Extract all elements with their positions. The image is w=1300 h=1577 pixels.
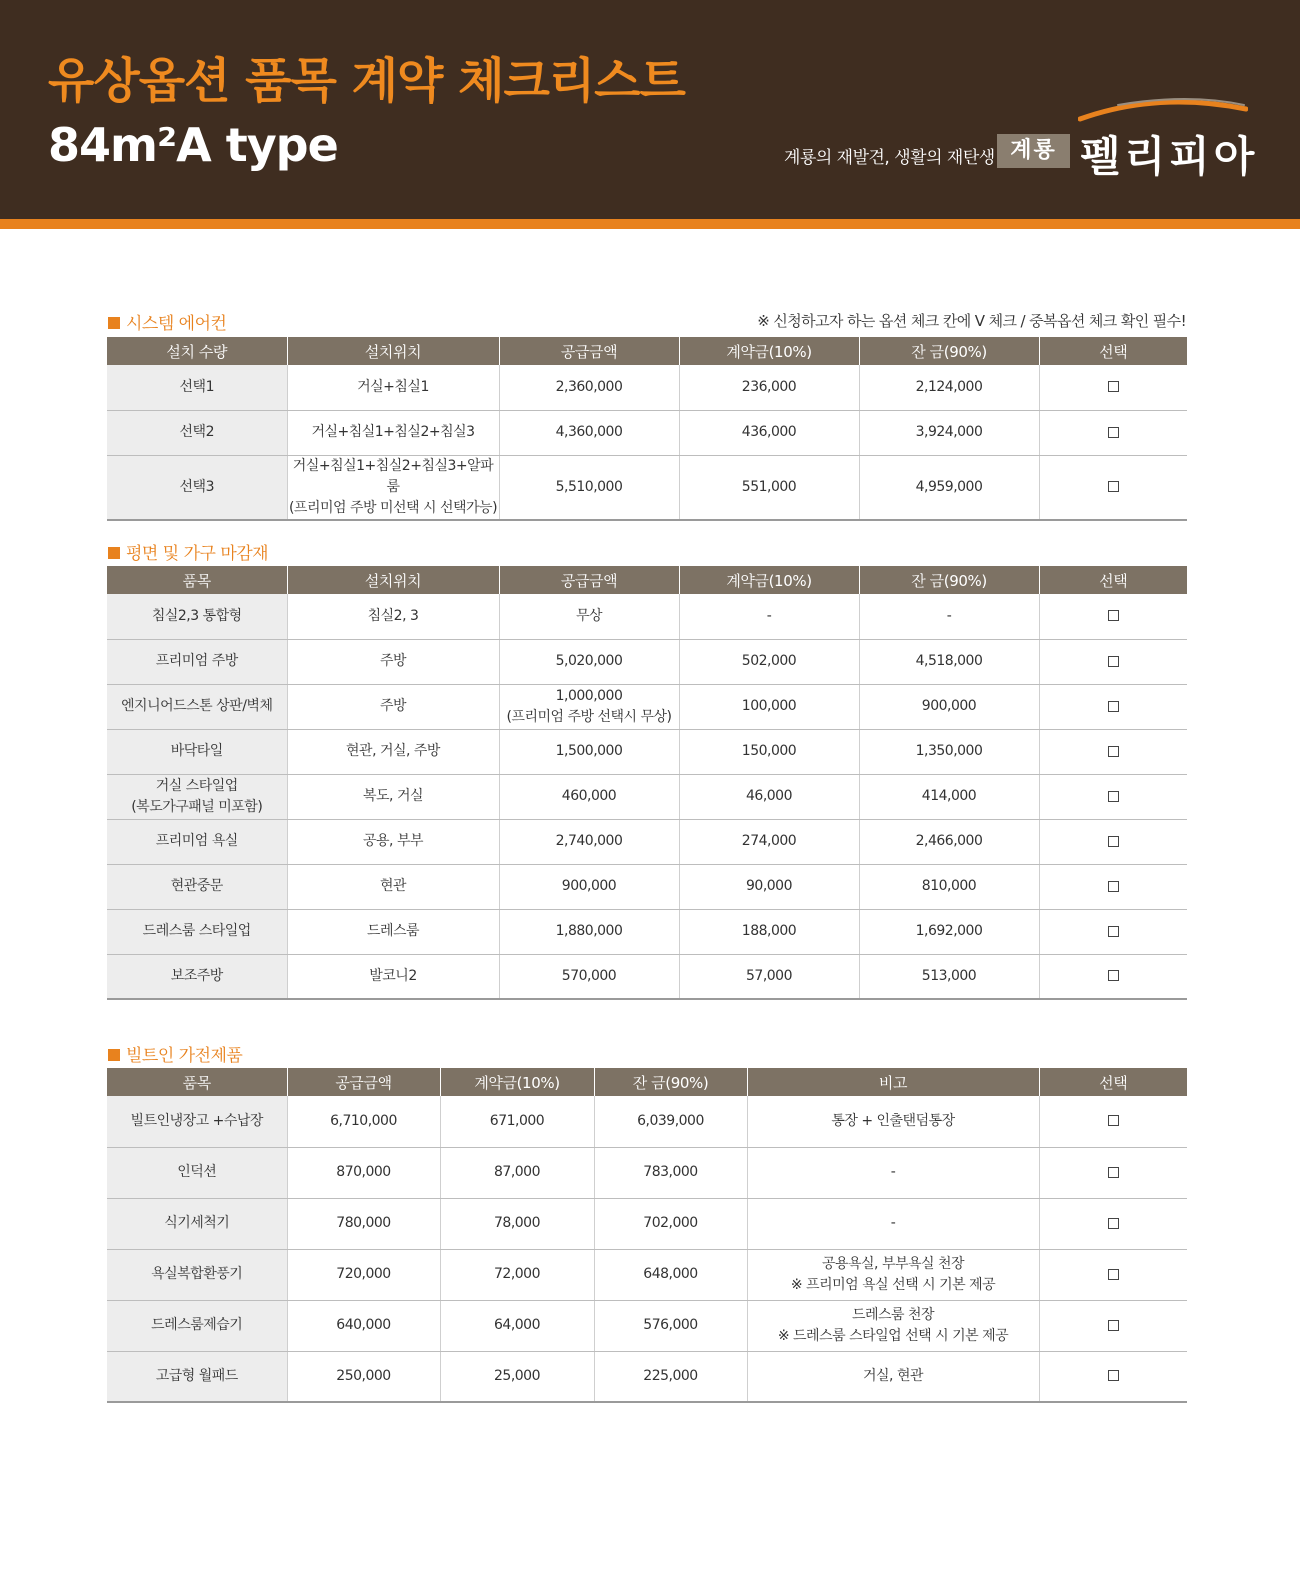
table-cell: 고급형 월패드	[107, 1351, 287, 1402]
aircon-table	[107, 337, 1187, 521]
select-cell	[1039, 1147, 1187, 1198]
table-cell: 1,350,000	[859, 729, 1039, 774]
column-header: 공급금액	[287, 1068, 440, 1096]
table-cell: 5,510,000	[499, 455, 679, 520]
table-cell: 87,000	[440, 1147, 594, 1198]
table-cell: 25,000	[440, 1351, 594, 1402]
table-cell: 780,000	[287, 1198, 440, 1249]
option-checkbox[interactable]	[1108, 1320, 1119, 1331]
table-cell: 64,000	[440, 1300, 594, 1351]
table-row	[107, 684, 1187, 729]
table-cell: 4,959,000	[859, 455, 1039, 520]
table-cell: 100,000	[679, 684, 859, 729]
table-cell: 거실+침실1	[287, 365, 499, 410]
section-title-appliances: 빌트인 가전제품	[108, 1041, 242, 1066]
table-cell: 드레스룸	[287, 909, 499, 954]
table-cell: 188,000	[679, 909, 859, 954]
table-cell: 225,000	[594, 1351, 747, 1402]
select-cell	[1039, 909, 1187, 954]
column-header: 설치위치	[287, 337, 499, 365]
section-title-finishes: 평면 및 가구 마감재	[108, 539, 268, 564]
column-header: 설치위치	[287, 566, 499, 594]
select-cell	[1039, 1300, 1187, 1351]
square-bullet-icon	[108, 1049, 120, 1061]
table-cell: 드레스룸제습기	[107, 1300, 287, 1351]
select-cell	[1039, 594, 1187, 639]
table-cell: -	[859, 594, 1039, 639]
table-cell: 침실2,3 통합형	[107, 594, 287, 639]
select-cell	[1039, 819, 1187, 864]
table-cell: 거실, 현관	[747, 1351, 1039, 1402]
option-checkbox[interactable]	[1108, 926, 1119, 937]
table-cell: 통장 + 인출탠덤통장	[747, 1096, 1039, 1147]
select-cell	[1039, 1096, 1187, 1147]
table-row	[107, 1300, 1187, 1351]
select-cell	[1039, 365, 1187, 410]
table-row	[107, 594, 1187, 639]
table-cell: 거실 스타일업 (복도가구패널 미포함)	[107, 774, 287, 819]
option-checkbox[interactable]	[1108, 481, 1119, 492]
table-cell: 250,000	[287, 1351, 440, 1402]
table-cell: 236,000	[679, 365, 859, 410]
select-cell	[1039, 729, 1187, 774]
table-row	[107, 365, 1187, 410]
table-cell: 4,518,000	[859, 639, 1039, 684]
table-cell: 6,710,000	[287, 1096, 440, 1147]
table-cell: 414,000	[859, 774, 1039, 819]
brand-swoosh-icon	[1078, 97, 1248, 127]
select-cell	[1039, 1198, 1187, 1249]
table-cell: 식기세척기	[107, 1198, 287, 1249]
section-title-aircon: 시스템 에어컨	[108, 309, 226, 334]
table-row	[107, 729, 1187, 774]
option-checkbox[interactable]	[1108, 791, 1119, 802]
option-checkbox[interactable]	[1108, 881, 1119, 892]
table-cell: 1,000,000 (프리미엄 주방 선택시 무상)	[499, 684, 679, 729]
column-header: 공급금액	[499, 566, 679, 594]
table-row	[107, 774, 1187, 819]
table-cell: 900,000	[499, 864, 679, 909]
column-header: 품목	[107, 1068, 287, 1096]
unit-type-title: 84m²A type	[48, 118, 338, 172]
table-cell: -	[747, 1147, 1039, 1198]
table-cell: 복도, 거실	[287, 774, 499, 819]
table-cell: 2,466,000	[859, 819, 1039, 864]
table-cell: 648,000	[594, 1249, 747, 1300]
column-header: 품목	[107, 566, 287, 594]
option-checkbox[interactable]	[1108, 610, 1119, 621]
table-row	[107, 864, 1187, 909]
table-cell: 150,000	[679, 729, 859, 774]
column-header: 잔 금(90%)	[594, 1068, 747, 1096]
table-cell: 2,740,000	[499, 819, 679, 864]
column-header: 잔 금(90%)	[859, 566, 1039, 594]
table-cell: 욕실복합환풍기	[107, 1249, 287, 1300]
selection-notice: ※ 신청하고자 하는 옵션 체크 칸에 V 체크 / 중복옵션 체크 확인 필수!	[757, 312, 1186, 330]
brand-logo-text: 펠리피아	[1080, 132, 1259, 181]
table-cell: 선택1	[107, 365, 287, 410]
table-row	[107, 909, 1187, 954]
column-header: 설치 수량	[107, 337, 287, 365]
table-cell: 거실+침실1+침실2+침실3+알파룸 (프리미엄 주방 미선택 시 선택가능)	[287, 455, 499, 520]
table-cell: 2,124,000	[859, 365, 1039, 410]
table-cell: 현관, 거실, 주방	[287, 729, 499, 774]
square-bullet-icon	[108, 547, 120, 559]
square-bullet-icon	[108, 317, 120, 329]
table-row	[107, 954, 1187, 999]
table-cell: 640,000	[287, 1300, 440, 1351]
table-row	[107, 410, 1187, 455]
option-checkbox[interactable]	[1108, 1370, 1119, 1381]
column-header: 잔 금(90%)	[859, 337, 1039, 365]
table-cell: 무상	[499, 594, 679, 639]
table-cell: 2,360,000	[499, 365, 679, 410]
table-cell: 4,360,000	[499, 410, 679, 455]
page-title: 유상옵션 품목 계약 체크리스트	[48, 53, 685, 109]
table-cell: 드레스룸 스타일업	[107, 909, 287, 954]
table-cell: 공용, 부부	[287, 819, 499, 864]
brand-badge: 계룡	[997, 134, 1070, 168]
header-accent-stripe	[0, 219, 1300, 229]
table-cell: 5,020,000	[499, 639, 679, 684]
table-header-row	[107, 566, 1187, 594]
column-header: 선택	[1039, 1068, 1187, 1096]
option-checkbox[interactable]	[1108, 381, 1119, 392]
table-cell: 720,000	[287, 1249, 440, 1300]
table-row	[107, 1351, 1187, 1402]
select-cell	[1039, 684, 1187, 729]
table-cell: 870,000	[287, 1147, 440, 1198]
table-cell: 공용욕실, 부부욕실 천장 ※ 프리미엄 욕실 선택 시 기본 제공	[747, 1249, 1039, 1300]
table-cell: 현관	[287, 864, 499, 909]
column-header: 공급금액	[499, 337, 679, 365]
table-cell: 보조주방	[107, 954, 287, 999]
table-header-row	[107, 1068, 1187, 1096]
table-cell: 90,000	[679, 864, 859, 909]
column-header: 비고	[747, 1068, 1039, 1096]
table-cell: 엔지니어드스톤 상판/벽체	[107, 684, 287, 729]
table-cell: 6,039,000	[594, 1096, 747, 1147]
table-row	[107, 455, 1187, 520]
option-checkbox[interactable]	[1108, 656, 1119, 667]
table-header-row	[107, 337, 1187, 365]
table-cell: 1,880,000	[499, 909, 679, 954]
option-checkbox[interactable]	[1108, 427, 1119, 438]
table-cell: 드레스룸 천장 ※ 드레스룸 스타일업 선택 시 기본 제공	[747, 1300, 1039, 1351]
column-header: 계약금(10%)	[679, 566, 859, 594]
table-cell: 프리미엄 주방	[107, 639, 287, 684]
table-cell: 72,000	[440, 1249, 594, 1300]
table-cell: 현관중문	[107, 864, 287, 909]
table-cell: 인덕션	[107, 1147, 287, 1198]
table-cell: 1,500,000	[499, 729, 679, 774]
column-header: 계약금(10%)	[440, 1068, 594, 1096]
table-cell: 78,000	[440, 1198, 594, 1249]
table-cell: 46,000	[679, 774, 859, 819]
select-cell	[1039, 864, 1187, 909]
column-header: 선택	[1039, 566, 1187, 594]
table-cell: 거실+침실1+침실2+침실3	[287, 410, 499, 455]
table-cell: 502,000	[679, 639, 859, 684]
select-cell	[1039, 774, 1187, 819]
table-row	[107, 819, 1187, 864]
table-row	[107, 1147, 1187, 1198]
option-checkbox[interactable]	[1108, 836, 1119, 847]
table-cell: 810,000	[859, 864, 1039, 909]
table-cell: -	[747, 1198, 1039, 1249]
select-cell	[1039, 639, 1187, 684]
table-cell: -	[679, 594, 859, 639]
select-cell	[1039, 455, 1187, 520]
option-checkbox[interactable]	[1108, 970, 1119, 981]
table-cell: 570,000	[499, 954, 679, 999]
table-cell: 274,000	[679, 819, 859, 864]
table-row	[107, 1096, 1187, 1147]
select-cell	[1039, 410, 1187, 455]
table-row	[107, 639, 1187, 684]
table-row	[107, 1198, 1187, 1249]
table-cell: 바닥타일	[107, 729, 287, 774]
table-cell: 576,000	[594, 1300, 747, 1351]
appliances-table	[107, 1068, 1187, 1403]
option-checkbox[interactable]	[1108, 1269, 1119, 1280]
option-checkbox[interactable]	[1108, 1167, 1119, 1178]
table-cell: 발코니2	[287, 954, 499, 999]
option-checkbox[interactable]	[1108, 1115, 1119, 1126]
table-row	[107, 1249, 1187, 1300]
table-cell: 침실2, 3	[287, 594, 499, 639]
table-cell: 900,000	[859, 684, 1039, 729]
table-cell: 57,000	[679, 954, 859, 999]
option-checkbox[interactable]	[1108, 746, 1119, 757]
table-cell: 436,000	[679, 410, 859, 455]
table-cell: 460,000	[499, 774, 679, 819]
option-checkbox[interactable]	[1108, 1218, 1119, 1229]
table-cell: 3,924,000	[859, 410, 1039, 455]
table-cell: 702,000	[594, 1198, 747, 1249]
table-cell: 선택3	[107, 455, 287, 520]
select-cell	[1039, 1351, 1187, 1402]
table-cell: 주방	[287, 684, 499, 729]
column-header: 선택	[1039, 337, 1187, 365]
table-cell: 783,000	[594, 1147, 747, 1198]
table-cell: 프리미엄 욕실	[107, 819, 287, 864]
table-cell: 주방	[287, 639, 499, 684]
option-checkbox[interactable]	[1108, 701, 1119, 712]
select-cell	[1039, 954, 1187, 999]
table-cell: 513,000	[859, 954, 1039, 999]
table-cell: 671,000	[440, 1096, 594, 1147]
select-cell	[1039, 1249, 1187, 1300]
finishes-table	[107, 566, 1187, 1000]
table-cell: 빌트인냉장고 +수납장	[107, 1096, 287, 1147]
column-header: 계약금(10%)	[679, 337, 859, 365]
table-cell: 1,692,000	[859, 909, 1039, 954]
brand-slogan: 계룡의 재발견, 생활의 재탄생	[784, 148, 995, 168]
table-cell: 551,000	[679, 455, 859, 520]
table-cell: 선택2	[107, 410, 287, 455]
